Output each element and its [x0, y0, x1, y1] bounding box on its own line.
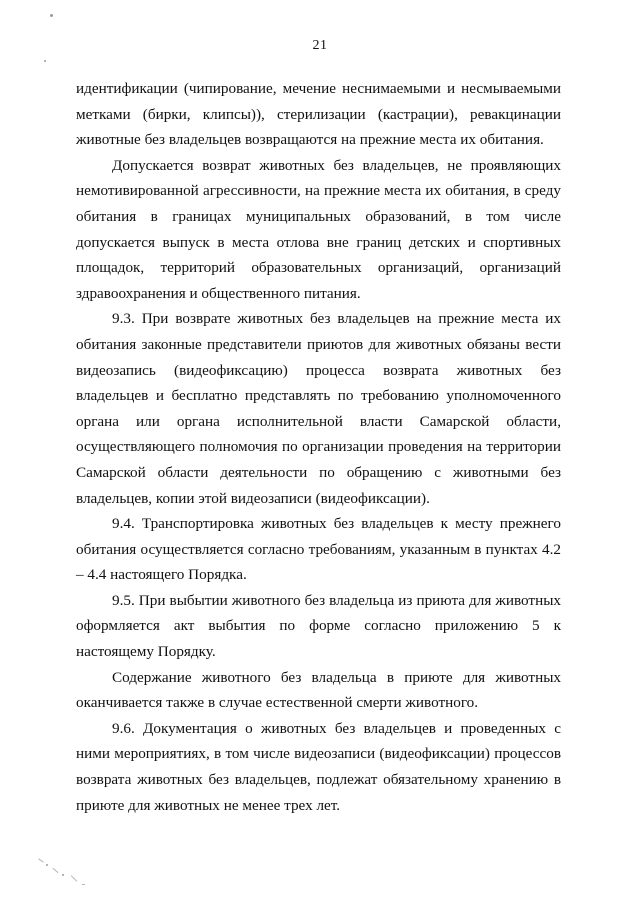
document-body — [76, 76, 561, 818]
paragraph-9-4: 9.4. Транспортировка животных без владельцев к месту прежнего обитания осуществляется согласно требованиям, указанным в пунктах 4.2 – 4.4 настоящего Порядка. — [76, 515, 561, 584]
paragraph-9-5: 9.5. При выбытии животного без владельца из приюта для животных оформляется акт выбытия по форме согласно приложению 5 к настоящему Порядку. — [76, 591, 561, 661]
scan-speckles — [34, 854, 94, 894]
paragraph: идентификации (чипирование, мечение неснимаемыми и несмываемыми метками (бирки, клипсы)), стерилизации (кастрации), ревакцинации животные без владельцев возвращаются на прежние места их обитания. — [76, 80, 561, 149]
paragraph: Допускается возврат животных без владельцев, не проявляющих немотивированной агрессивности, на прежние места их обитания, в среду обитания в границах муниципальных образований, в том числе допускается выпуск в места отлова вне границ детских и спортивных площадок, территорий образовательных организаций, организаций здравоохранения и общественного питания. — [76, 156, 561, 302]
paragraph-9-3: 9.3. При возврате животных без владельцев на прежние места их обитания законные представители приютов для животных обязаны вести видеозапись (видеофиксацию) процесса возврата животных без владельцев и бесплатно представлять по требованию уполномоченного органа или органа исполнительной власти Самарской области, осуществляющего полномочия по организации проведения на территории Самарской области деятельности по обращению с животными без владельцев, копии этой видеозаписи (видеофиксации). — [76, 310, 561, 507]
paragraph: Содержание животного без владельца в приюте для животных оканчивается также в случае естественной смерти животного. — [76, 668, 561, 712]
page-number: 21 — [312, 38, 328, 53]
scan-dot — [44, 60, 46, 62]
paragraph-9-6: 9.6. Документация о животных без владельцев и проведенных с ними мероприятиях, в том числе видеозаписи (видеофиксации) процессов возврата животных без владельцев, подлежат обязательному хранению в приюте для животных не менее трех лет. — [76, 719, 561, 814]
scan-dot — [50, 14, 53, 17]
